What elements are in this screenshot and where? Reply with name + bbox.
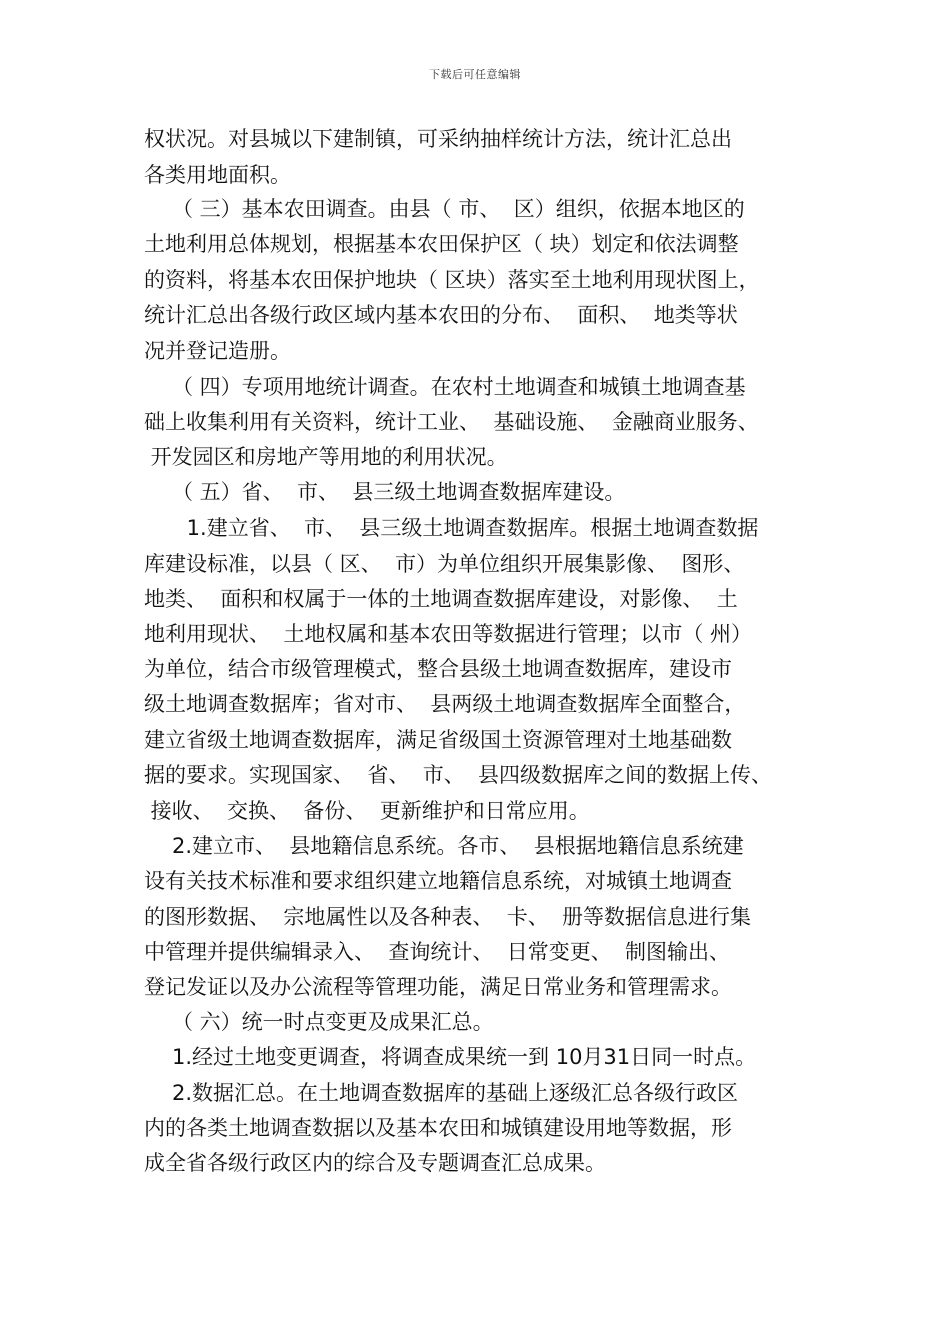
text-line: 地利用现状、 土地权属和基本农田等数据进行管理；以市（ 州） [144,622,753,646]
text-line: 级土地调查数据库；省对市、 县两级土地调查数据库全面整合， [144,692,746,716]
text-line: 1.建立省、 市、 县三级土地调查数据库。根据土地调查数据 [180,516,759,540]
text-line: 建立省级土地调查数据库，满足省级国土资源管理对土地基础数 [144,728,732,752]
text-line: 础上收集利用有关资料，统计工业、 基础设施、 金融商业服务、 [144,410,759,434]
text-line: （ 五）省、 市、 县三级土地调查数据库建设。 [172,480,626,504]
text-line: 开发园区和房地产等用地的利用状况。 [144,445,508,469]
text-line: 的资料，将基本农田保护地块（ 区块）落实至土地利用现状图上， [144,268,760,292]
text-line: 2.数据汇总。在土地调查数据库的基础上逐级汇总各级行政区 [172,1081,739,1105]
text-line: 土地利用总体规划，根据基本农田保护区（ 块）划定和依法调整 [144,232,739,256]
text-line: 内的各类土地调查数据以及基本农田和城镇建设用地等数据，形 [144,1116,732,1140]
text-line: （ 四）专项用地统计调查。在农村土地调查和城镇土地调查基 [172,375,746,399]
text-line: 1.经过土地变更调查，将调查成果统一到 10月31日同一时点。 [172,1045,757,1069]
text-line: 登记发证以及办公流程等管理功能，满足日常业务和管理需求。 [144,975,732,999]
text-line: 各类用地面积。 [144,163,291,187]
text-line: 统计汇总出各级行政区域内基本农田的分布、 面积、 地类等状 [144,303,738,327]
text-line: 况并登记造册。 [144,339,291,363]
text-line: 设有关技术标准和要求组织建立地籍信息系统，对城镇土地调查 [144,869,732,893]
text-line: 的图形数据、 宗地属性以及各种表、 卡、 册等数据信息进行集 [144,905,752,929]
page-header: 下载后可任意编辑 [429,68,521,81]
text-line: 成全省各级行政区内的综合及专题调查汇总成果。 [144,1151,606,1175]
text-line: 库建设标准，以县（ 区、 市）为单位组织开展集影像、 图形、 [144,552,745,576]
text-line: 2.建立市、 县地籍信息系统。各市、 县根据地籍信息系统建 [172,834,744,858]
text-line: 权状况。对县城以下建制镇，可采纳抽样统计方法，统计汇总出 [144,127,732,151]
text-line: （ 三）基本农田调查。由县（ 市、 区）组织，依据本地区的 [172,197,745,221]
text-line: （ 六）统一时点变更及成果汇总。 [172,1010,494,1034]
text-line: 据的要求。实现国家、 省、 市、 县四级数据库之间的数据上传、 [144,763,773,787]
text-line: 为单位，结合市级管理模式，整合县级土地调查数据库，建设市 [144,657,732,681]
text-line: 中管理并提供编辑录入、 查询统计、 日常变更、 制图输出、 [144,940,731,964]
text-line: 接收、 交换、 备份、 更新维护和日常应用。 [144,799,590,823]
text-line: 地类、 面积和权属于一体的土地调查数据库建设，对影像、 土 [144,587,738,611]
